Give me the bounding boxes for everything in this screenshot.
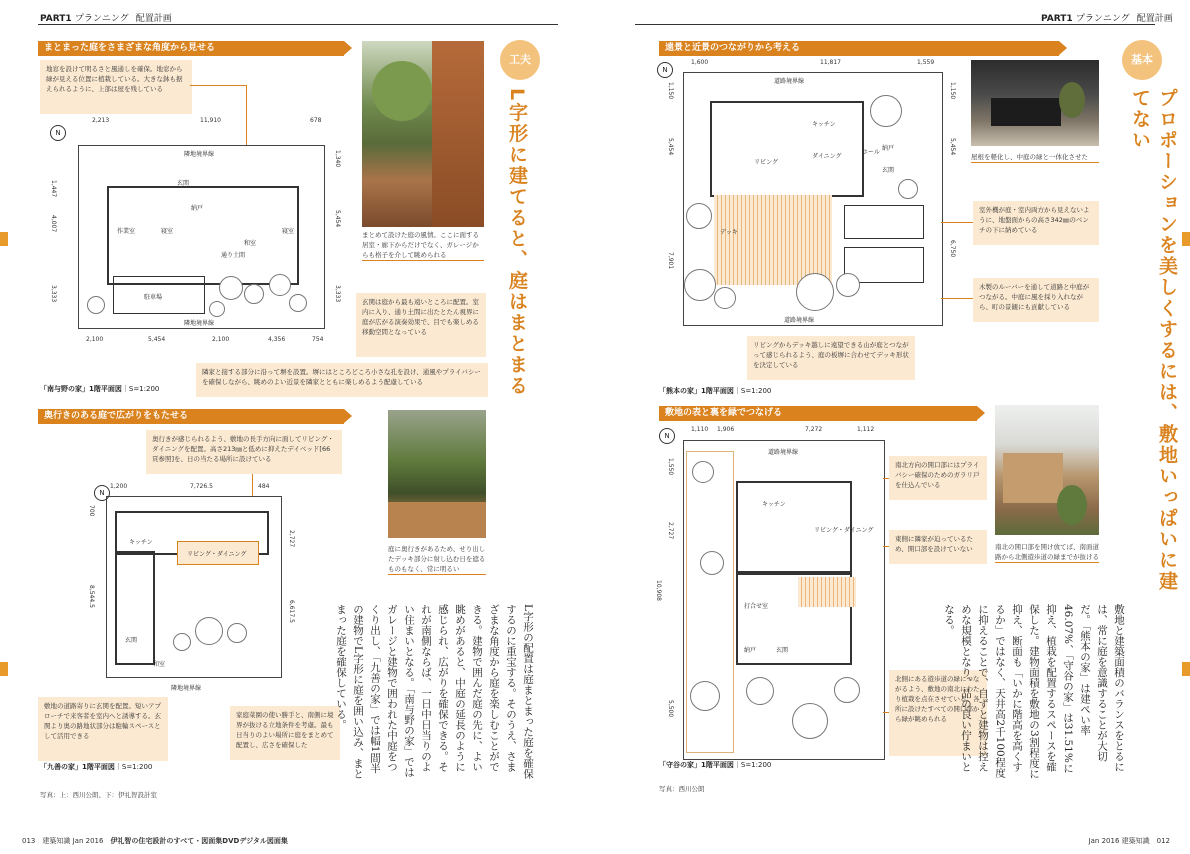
dimension: 1,447 [50, 180, 57, 198]
vertical-title: L字形に建てると、庭はまとまる [506, 88, 528, 397]
tree-mark [870, 95, 902, 127]
dimension: 2,100 [212, 336, 230, 343]
house-photo [971, 60, 1099, 146]
photo-caption: 庭に奥行きがあるため、せり出したデッキ部分に射し込む日を遮るものもなく、常に明るい [388, 545, 486, 573]
boundary-label: 道路境界線 [774, 78, 805, 85]
tree-mark [684, 269, 716, 301]
right-page [595, 0, 1190, 854]
dimension: 5,454 [148, 336, 166, 343]
room-label: 通り土間 [221, 252, 246, 259]
dimension: 4,007 [50, 215, 57, 233]
dimension: 6,750 [949, 240, 956, 258]
parking-slot [844, 205, 924, 239]
footer: Jan 2016 建築知識 012 [1088, 837, 1170, 845]
photo-caption: 南北の開口部を開け放てば、南面道路から北側遊歩道の緑までが抜ける [995, 543, 1099, 561]
room-label: デッキ [720, 229, 738, 236]
deck-surface [388, 502, 486, 538]
dimension: 5,454 [667, 138, 674, 156]
edge-tab [1182, 662, 1190, 676]
dimension: 5,500 [667, 700, 674, 718]
tree-mark [700, 551, 724, 575]
room-label: ホール [862, 149, 880, 156]
edge-tab [1182, 232, 1190, 246]
dimension: 1,150 [667, 82, 674, 100]
leader-line [190, 85, 246, 86]
boundary-label: 隣地境界線 [184, 151, 215, 158]
dimension: 1,906 [717, 426, 735, 433]
dimension: 1,150 [949, 82, 956, 100]
room-label: 打合せ室 [744, 603, 769, 610]
floor-plan [683, 72, 943, 326]
dimension: 2,727 [667, 522, 674, 540]
tree-mark [269, 274, 291, 296]
north-arrow-icon: N [659, 428, 675, 444]
tree-foliage [1059, 82, 1085, 118]
plan-caption: 「南与野の家」1階平面図｜S=1:200 [40, 385, 160, 393]
annotation-note: 家庭菜園の使い勝手と、南側に境界が抜ける立地条件を考慮。最も日当りのよい場所に庭をまとめて配置し、広さを確保した [230, 706, 340, 760]
dimension: 1,340 [334, 150, 341, 168]
tree-mark [898, 179, 918, 199]
tree-mark [244, 284, 264, 304]
tree-mark [692, 461, 714, 483]
north-arrow-icon: N [50, 125, 66, 141]
dimension: 10,908 [655, 580, 662, 601]
plan-caption: 「九善の家」1階平面図｜S=1:200 [40, 763, 153, 771]
tree-mark [796, 273, 834, 311]
section-title: 遠景と近景のつながりから考える [659, 41, 1059, 56]
dimension: 8,544.5 [88, 585, 95, 608]
dimension: 5,454 [949, 138, 956, 156]
leader-line [883, 478, 889, 479]
room-label: 納戸 [191, 205, 204, 212]
room-label: 駐車場 [144, 294, 163, 301]
leader-line [941, 298, 973, 299]
room-label: 納戸 [882, 145, 895, 152]
room-label: 玄関 [882, 167, 895, 174]
photo-caption: 屋根を軽化し、中庭の緑と一体化させた [971, 152, 1099, 163]
boundary-label: 道路境界線 [784, 317, 815, 324]
tree-mark [714, 287, 736, 309]
room-label: キッチン [762, 501, 786, 508]
annotation-note: 木製のルーバーを通して道路と中庭がつながる。中庭に風を採り入れながら、町の景観にも貢献している [973, 278, 1099, 322]
deck-area [798, 577, 856, 607]
wooden-wall [432, 41, 484, 227]
room-label: 玄関 [177, 180, 190, 187]
dimension: 7,901 [667, 252, 674, 270]
annotation-note: 敷地の道路寄りに玄関を配置。短いアプローチで来客者を室内へと誘導する。玄関より奥の路地状部分は駐輪スペースとして活用できる [38, 697, 168, 761]
room-label: 和室 [244, 240, 257, 247]
dimension: 1,559 [917, 59, 935, 66]
dimension: 7,272 [805, 426, 823, 433]
tree-mark [227, 623, 247, 643]
tree-foliage [1057, 485, 1087, 525]
room-label: 作業室 [117, 228, 136, 235]
annotation-note: 室外機が庭・室内両方から見えないように、地盤面からの高さ342㎜のベンチの下に納めている [973, 201, 1099, 245]
north-arrow-icon: N [94, 485, 110, 501]
tree-mark [686, 203, 712, 229]
dimension: 3,333 [50, 285, 57, 303]
tree-mark [834, 677, 860, 703]
room-label: リビング・ダイニング [814, 527, 874, 534]
room-label: キッチン [812, 121, 836, 128]
photo-credit: 写真：西川公朗 [659, 785, 705, 793]
room-label: キッチン [129, 539, 153, 546]
dimension: 1,112 [857, 426, 875, 433]
dimension: 11,817 [820, 59, 841, 66]
room-label: 玄関 [125, 637, 138, 644]
photo-caption: まとめて設けた庭の風情。ここに面する居室・廊下からだけでなく、ガレージからも格子を介して眺められる [362, 230, 484, 261]
tree-mark [87, 296, 105, 314]
room-label: 和室 [153, 661, 166, 668]
body-text: L字形の配置は庭まとまった庭を確保するのに重宝する。そのうえ、さまざまな角度から庭を楽しむことができる。建物で囲んだ庭の先に、よい眺めがあると、中庭の延長のように感じられ、広がりを確保できる。それが南側ならば、一日中日当りのよい住まいとなる。「南与野の家」ではガレージと建物で囲われた中庭をつくり出し、「九善の家」では幅1間半の建物でL字形に庭を囲い込み、まとまった庭を確保している。 [335, 604, 534, 779]
dimension: 7,726.5 [190, 483, 213, 490]
leader-line [883, 712, 889, 713]
annotation-note: リビングからデッキ越しに遠望できる山が庭とつながって感じられるよう、庭の板塀に合わせてデッキ形状を決定している [747, 336, 915, 380]
deck-area [714, 195, 832, 285]
boundary-label: 隣地境界線 [184, 320, 215, 327]
deck-photo [388, 410, 486, 538]
dimension: 6,617.5 [288, 600, 295, 623]
annotation-note: 東側に隣家が迫っているため、開口部を設けていない [889, 530, 987, 564]
tree-mark [173, 633, 191, 651]
plan-caption: 「守谷の家」1階平面図｜S=1:200 [659, 761, 772, 769]
north-arrow-icon: N [657, 62, 673, 78]
tree-mark [690, 681, 720, 711]
dimension: 1,550 [667, 458, 674, 476]
plan-caption: 「熊本の家」1階平面図｜S=1:200 [659, 387, 772, 395]
tree-mark [209, 301, 225, 317]
footer: 013 建築知識 Jan 2016 伊礼智の住宅設計のすべて・図面集DVDデジタル図面集 [22, 837, 288, 845]
tree-foliage [372, 61, 432, 121]
dimension: 2,213 [92, 117, 110, 124]
dimension: 3,333 [334, 285, 341, 303]
building-outline [115, 551, 155, 665]
dimension: 5,454 [334, 210, 341, 228]
floor-plan [78, 145, 325, 329]
annotation-note: 北側にある遊歩道の緑につながるよう、敷地の南北にわたり植栽を点在させている。各所に設けたすべての開口部から緑が眺められる [889, 670, 987, 756]
dimension: 1,600 [691, 59, 709, 66]
dimension: 2,100 [86, 336, 104, 343]
annotation-note: 奥行きが感じられるよう、敷地の長手方向に面してリビング・ダイニングを配置。高さ213㎜と低めに抑えたデイベッド[66頁参照]を、日の当たる場所に設けている [146, 430, 342, 474]
badge: 工夫 [500, 40, 540, 80]
header-rule [38, 24, 558, 25]
boundary-label: 隣地境界線 [171, 685, 202, 692]
tree-mark [836, 273, 860, 297]
room-label: 寝室 [282, 228, 295, 235]
floor-plan [106, 496, 282, 692]
room-label: 納戸 [744, 647, 757, 654]
edge-tab [0, 232, 8, 246]
facade-wood [1003, 453, 1063, 503]
room-label: リビング・ダイニング [187, 551, 247, 558]
section-title: 敷地の表と裏を緑でつなげる [659, 406, 977, 421]
building-outline [107, 186, 299, 285]
tree-mark [746, 677, 774, 705]
edge-tab [0, 662, 8, 676]
tree-mark [219, 276, 243, 300]
building-outline [710, 101, 864, 197]
tree-mark [792, 703, 828, 739]
dimension: 484 [258, 483, 270, 490]
room-label: 玄関 [776, 647, 789, 654]
boundary-label: 道路境界線 [768, 449, 799, 456]
dimension: 2,727 [288, 530, 295, 548]
dimension: 1,200 [110, 483, 128, 490]
dimension: 754 [312, 336, 324, 343]
room-label: ダイニング [812, 153, 842, 160]
vertical-title: プロポーションを美しくするには、敷地いっぱいに建てない [1129, 88, 1178, 592]
section-title: 奥行きのある庭で広がりをもたせる [38, 409, 344, 424]
dimension: 678 [310, 117, 322, 124]
section-title: まとまった庭をさまざまな角度から見せる [38, 41, 344, 56]
floor-plan [683, 440, 885, 760]
room-label: 寝室 [161, 228, 174, 235]
garden-photo [362, 41, 484, 227]
facade-dark [991, 98, 1061, 126]
header-rule [635, 24, 1155, 25]
body-text: 敷地と建築面積のバランスをとるには、常に庭を意識することが大切だ。「熊本の家」は建ぺい率46.07%、「守谷の家」は31.51%に抑え、植栽を配置するスペースを確保した。建物面積を敷地の3割程度に抑え、断面も「いかに階高を高くするか」ではなく、天井高2千100程度に抑えることで、自ずと建物は控えめな規模となり、品の良い佇まいとなる。 [943, 604, 1125, 779]
dimension: 700 [88, 505, 95, 517]
leader-line [883, 546, 889, 547]
dimension: 4,356 [268, 336, 286, 343]
dimension: 1,110 [691, 426, 709, 433]
annotation-note: 玄関は庭から最も遠いところに配置。室内に入り、通り土間に出たとたん視界に庭が広がる演奏効果で、目でも楽しめる移動空間となっている [356, 293, 486, 357]
photo-credit: 写真：上：西川公朗、下：伊礼智設計室 [40, 791, 157, 799]
part-label: PART1 プランニング 配置計画 [40, 14, 172, 24]
tree-mark [195, 617, 223, 645]
annotation-note: 南北方向の開口部にはプライバシー確保のためのガラリ戸を仕込んでいる [889, 456, 987, 500]
part-label: PART1 プランニング 配置計画 [1041, 14, 1173, 24]
house-photo [995, 405, 1099, 535]
tree-mark [289, 294, 307, 312]
annotation-note: 隣家と接する部分に沿って塀を設置。塀にはところどころ小さな孔を設け、通風やプライバシーを確保しながら、眺めのよい近景を隣家とともに楽しめるよう配慮している [196, 363, 488, 397]
badge: 基本 [1122, 40, 1162, 80]
room-label: リビング [754, 159, 778, 166]
dimension: 11,910 [200, 117, 221, 124]
leader-line [941, 222, 973, 223]
annotation-note: 地窓を設けて明るさと風通しを確保。地窓から緑が見える位置に植栽している。大きな鉢も据えられるように、上部は屋を残している [40, 60, 192, 114]
